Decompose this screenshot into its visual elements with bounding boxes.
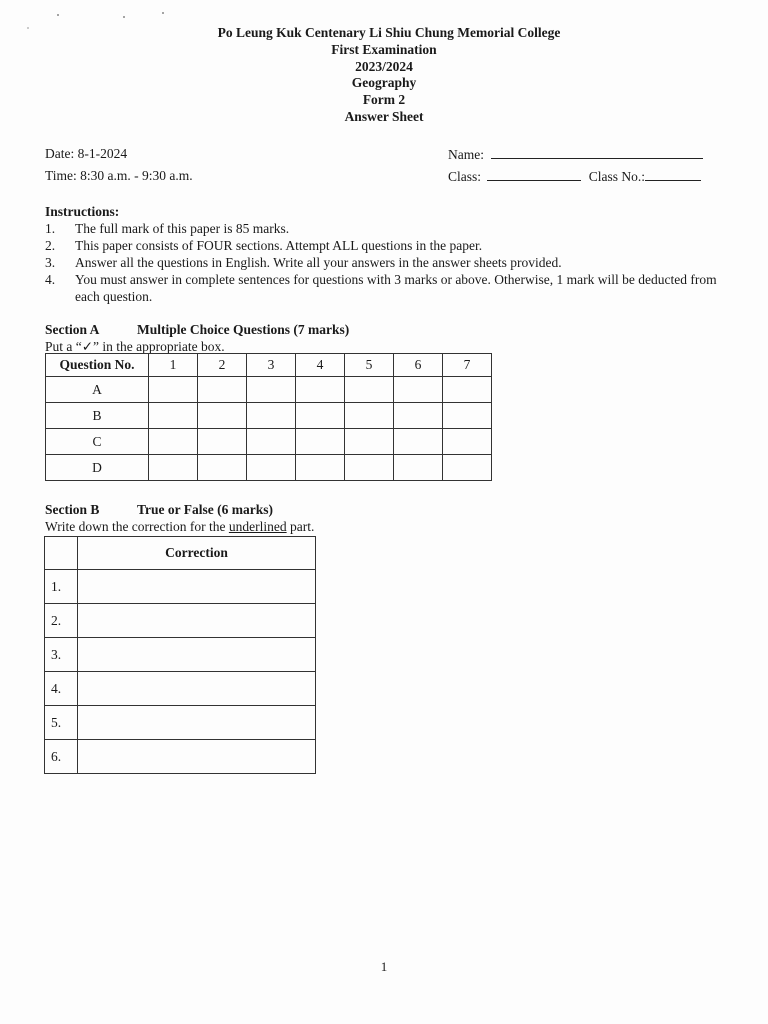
name-blank[interactable] <box>491 146 703 159</box>
exam-name: First Examination <box>331 41 437 57</box>
answer-box[interactable] <box>198 429 247 455</box>
option-label: C <box>46 429 149 455</box>
question-number-header: 5 <box>345 354 394 377</box>
correction-box[interactable] <box>78 740 316 774</box>
answer-box[interactable] <box>198 455 247 481</box>
answer-box[interactable] <box>345 377 394 403</box>
answer-box[interactable] <box>198 403 247 429</box>
question-number-header: 2 <box>198 354 247 377</box>
school-year: 2023/2024 <box>355 58 413 74</box>
mcq-header-row <box>46 354 492 377</box>
answer-box[interactable] <box>345 403 394 429</box>
tf-row <box>45 740 316 774</box>
answer-box[interactable] <box>296 455 345 481</box>
exam-time: Time: 8:30 a.m. - 9:30 a.m. <box>45 168 193 183</box>
mcq-answer-table <box>45 353 492 481</box>
name-field[interactable] <box>448 146 703 163</box>
mcq-option-row <box>46 455 492 481</box>
instruction-item <box>45 237 725 254</box>
section-a-note: Put a “✓” in the appropriate box. <box>45 339 225 354</box>
exam-date: Date: 8-1-2024 <box>45 146 128 161</box>
instruction-text: The full mark of this paper is 85 marks. <box>75 221 290 236</box>
answer-box[interactable] <box>198 377 247 403</box>
question-number-header: 6 <box>394 354 443 377</box>
answer-box[interactable] <box>296 403 345 429</box>
class-field[interactable] <box>448 168 701 185</box>
sheet-title: Answer Sheet <box>344 108 424 124</box>
option-label: B <box>46 403 149 429</box>
scan-speck <box>123 16 125 18</box>
section-b-note-end: part. <box>286 519 315 534</box>
instructions-title: Instructions: <box>45 204 120 219</box>
mcq-option-row <box>46 377 492 403</box>
section-a-heading <box>45 322 349 338</box>
true-false-table <box>44 536 316 774</box>
page-number: 1 <box>380 959 388 974</box>
instruction-text: This paper consists of FOUR sections. Attempt ALL questions in the paper. <box>75 238 483 253</box>
section-a-label: Section A <box>45 322 100 337</box>
instruction-item <box>45 271 725 305</box>
instruction-item <box>45 220 725 237</box>
answer-box[interactable] <box>247 429 296 455</box>
form-level: Form 2 <box>362 92 406 108</box>
class-no-label: Class No.: <box>588 169 646 184</box>
question-no-header: Question No. <box>46 354 149 377</box>
correction-box[interactable] <box>78 638 316 672</box>
answer-box[interactable] <box>149 403 198 429</box>
option-label: D <box>46 455 149 481</box>
instruction-item <box>45 254 725 271</box>
tf-number: 6. <box>45 740 78 774</box>
correction-box[interactable] <box>78 570 316 604</box>
answer-box[interactable] <box>247 377 296 403</box>
tf-number: 4. <box>45 672 78 706</box>
answer-box[interactable] <box>247 455 296 481</box>
answer-box[interactable] <box>247 403 296 429</box>
tf-row <box>45 570 316 604</box>
correction-header: Correction <box>78 537 316 570</box>
blank-header-cell <box>45 537 78 570</box>
instruction-number: 1. <box>45 221 56 236</box>
instruction-number: 3. <box>45 255 56 270</box>
mcq-option-row <box>46 429 492 455</box>
section-a-title: Multiple Choice Questions (7 marks) <box>137 322 350 337</box>
answer-box[interactable] <box>443 429 492 455</box>
section-b-note-text: Write down the correction for the <box>45 519 229 534</box>
scan-speck <box>57 14 59 16</box>
tf-row <box>45 672 316 706</box>
scan-speck <box>162 12 164 14</box>
tf-header-row <box>45 537 316 570</box>
school-name: Po Leung Kuk Centenary Li Shiu Chung Memorial College <box>217 25 561 40</box>
section-b-note-underlined: underlined <box>228 519 287 534</box>
answer-box[interactable] <box>443 377 492 403</box>
section-b-title: True or False (6 marks) <box>137 502 273 517</box>
option-label: A <box>46 377 149 403</box>
answer-box[interactable] <box>149 429 198 455</box>
tf-row <box>45 706 316 740</box>
question-number-header: 4 <box>296 354 345 377</box>
class-blank[interactable] <box>487 168 581 181</box>
section-b-heading <box>45 502 273 518</box>
tf-number: 2. <box>45 604 78 638</box>
instructions-list <box>45 220 725 305</box>
question-number-header: 1 <box>149 354 198 377</box>
tf-number: 5. <box>45 706 78 740</box>
correction-box[interactable] <box>78 604 316 638</box>
subject: Geography <box>351 75 417 91</box>
answer-box[interactable] <box>394 455 443 481</box>
question-number-header: 7 <box>443 354 492 377</box>
class-label: Class: <box>448 169 482 184</box>
class-no-blank[interactable] <box>645 168 701 181</box>
correction-box[interactable] <box>78 706 316 740</box>
instruction-text: Answer all the questions in English. Write all your answers in the answer sheets provided. <box>75 255 562 270</box>
tf-row <box>45 638 316 672</box>
tf-number: 1. <box>45 570 78 604</box>
answer-box[interactable] <box>149 455 198 481</box>
answer-box[interactable] <box>443 455 492 481</box>
instruction-number: 2. <box>45 238 56 253</box>
answer-box[interactable] <box>296 429 345 455</box>
answer-box[interactable] <box>394 429 443 455</box>
name-label: Name: <box>448 147 484 162</box>
mcq-option-row <box>46 403 492 429</box>
answer-box[interactable] <box>296 377 345 403</box>
answer-box[interactable] <box>345 429 394 455</box>
tf-row <box>45 604 316 638</box>
answer-box[interactable] <box>345 455 394 481</box>
section-b-note <box>45 519 314 535</box>
instruction-text: You must answer in complete sentences for questions with 3 marks or above. Otherwise, 1 mark will be deducted from each question. <box>75 272 717 304</box>
answer-box[interactable] <box>394 377 443 403</box>
question-number-header: 3 <box>247 354 296 377</box>
document-header <box>0 25 768 126</box>
tf-number: 3. <box>45 638 78 672</box>
answer-box[interactable] <box>394 403 443 429</box>
instruction-number: 4. <box>45 272 56 287</box>
correction-box[interactable] <box>78 672 316 706</box>
answer-box[interactable] <box>443 403 492 429</box>
section-b-label: Section B <box>45 502 100 517</box>
answer-box[interactable] <box>149 377 198 403</box>
